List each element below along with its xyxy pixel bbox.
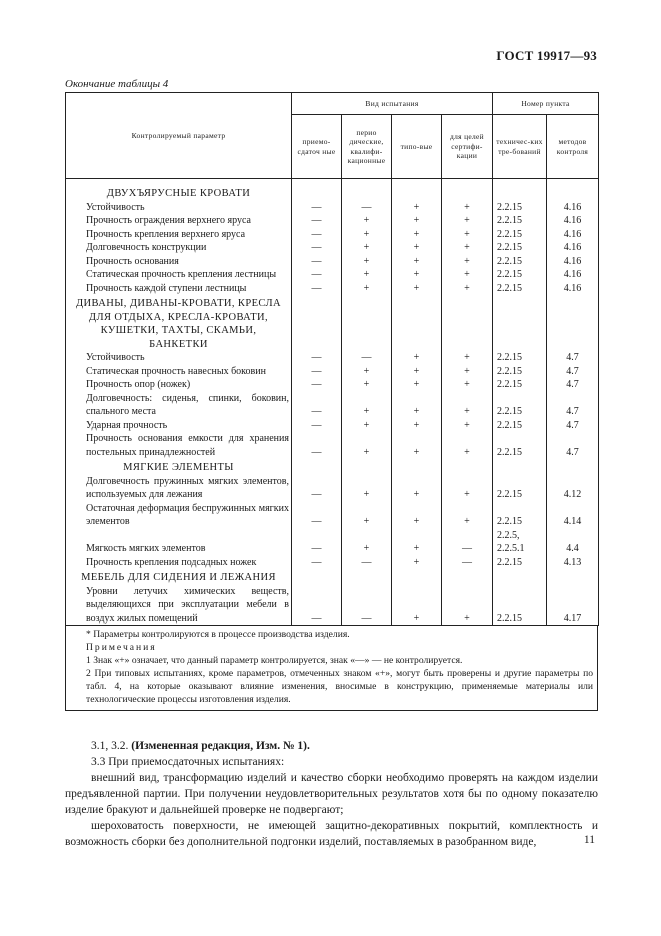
amendment-note: (Измененная редакция, Изм. № 1). — [131, 740, 310, 752]
notes-heading: Примечания — [86, 642, 157, 653]
value-cell: + — [342, 378, 392, 392]
value-cell: 4.16 — [547, 228, 599, 242]
value-cell: — — [292, 241, 342, 255]
value-cell: 2.2.15 — [493, 351, 547, 365]
parameter-cell: Прочность основания — [66, 255, 292, 269]
value-cell: + — [442, 419, 493, 433]
value-cell: — — [292, 378, 342, 392]
table-row — [66, 268, 599, 282]
empty-cell — [493, 185, 547, 201]
table-body — [66, 179, 599, 626]
body-text — [65, 738, 598, 850]
value-cell: + — [392, 419, 442, 433]
table-row — [66, 585, 599, 626]
parameter-cell: Прочность крепления верхнего яруса — [66, 228, 292, 242]
value-cell: — — [292, 585, 342, 626]
value-cell: + — [442, 432, 493, 459]
empty-cell — [392, 185, 442, 201]
table-row — [66, 255, 599, 269]
column-header-acceptance: приемо-сдаточ ные — [292, 115, 342, 179]
value-cell: — — [292, 255, 342, 269]
test-table — [65, 92, 598, 711]
empty-cell — [392, 295, 442, 351]
column-header-requirements: техничес-ких тре-бований — [493, 115, 547, 179]
value-cell: + — [342, 255, 392, 269]
value-cell: + — [342, 529, 392, 556]
parameter-cell: Устойчивость — [66, 351, 292, 365]
table-row — [66, 201, 599, 215]
table-row — [66, 432, 599, 459]
value-cell: + — [442, 585, 493, 626]
parameter-cell: Долговечность конструкции — [66, 241, 292, 255]
table-row — [66, 502, 599, 529]
parameter-cell: Прочность каждой ступени лестницы — [66, 282, 292, 296]
value-cell: — — [342, 585, 392, 626]
value-cell: 4.7 — [547, 351, 599, 365]
value-cell: 4.7 — [547, 365, 599, 379]
value-cell: 2.2.5, 2.2.5.1 — [493, 529, 547, 556]
value-cell: + — [442, 228, 493, 242]
column-header-methods: методов контроля — [547, 115, 599, 179]
column-header-periodic: перио дические, квалифи-кационные — [342, 115, 392, 179]
value-cell: 2.2.15 — [493, 432, 547, 459]
value-cell: + — [392, 378, 442, 392]
value-cell: 4.7 — [547, 419, 599, 433]
column-group-clause-number: Номер пункта — [493, 93, 599, 115]
value-cell: 4.7 — [547, 432, 599, 459]
value-cell: 2.2.15 — [493, 241, 547, 255]
value-cell: 2.2.15 — [493, 268, 547, 282]
empty-cell — [547, 459, 599, 475]
section-title: МЕБЕЛЬ ДЛЯ СИДЕНИЯ И ЛЕЖАНИЯ — [66, 569, 292, 585]
value-cell: — — [292, 365, 342, 379]
value-cell: — — [342, 201, 392, 215]
value-cell: — — [292, 502, 342, 529]
value-cell: 2.2.15 — [493, 378, 547, 392]
table-row — [66, 419, 599, 433]
value-cell: + — [392, 432, 442, 459]
value-cell: — — [292, 268, 342, 282]
table-row — [66, 392, 599, 419]
value-cell: + — [342, 502, 392, 529]
empty-cell — [292, 569, 342, 585]
empty-cell — [292, 295, 342, 351]
value-cell: + — [392, 282, 442, 296]
section-title: ДИВАНЫ, ДИВАНЫ-КРОВАТИ, КРЕСЛА ДЛЯ ОТДЫХА, КРЕСЛА-КРОВАТИ, КУШЕТКИ, ТАХТЫ, СКАМЬИ, БАНКЕТКИ — [66, 295, 292, 351]
parameter-cell: Уровни летучих химических веществ, выделяющихся при эксплуатации мебели в воздух жилых помещений — [66, 585, 292, 626]
value-cell: 2.2.15 — [493, 392, 547, 419]
value-cell: + — [342, 228, 392, 242]
empty-cell — [547, 295, 599, 351]
empty-cell — [392, 459, 442, 475]
value-cell: + — [342, 475, 392, 502]
value-cell: 2.2.15 — [493, 419, 547, 433]
value-cell: + — [392, 255, 442, 269]
value-cell: + — [392, 351, 442, 365]
value-cell: 2.2.15 — [493, 585, 547, 626]
empty-cell — [342, 569, 392, 585]
value-cell: + — [392, 201, 442, 215]
parameter-cell: Прочность крепления подсадных ножек — [66, 556, 292, 570]
value-cell: — — [292, 214, 342, 228]
column-header-type: типо-вые — [392, 115, 442, 179]
table-caption: Окончание таблицы 4 — [65, 78, 169, 90]
value-cell: + — [442, 201, 493, 215]
parameter-cell: Долговечность: сиденья, спинки, боковин, спального места — [66, 392, 292, 419]
empty-cell — [342, 295, 392, 351]
value-cell: + — [342, 268, 392, 282]
table-row — [66, 282, 599, 296]
value-cell: 4.16 — [547, 241, 599, 255]
value-cell: + — [442, 392, 493, 419]
value-cell: 2.2.15 — [493, 228, 547, 242]
table-row — [66, 351, 599, 365]
table-notes — [65, 626, 598, 711]
value-cell: — — [292, 432, 342, 459]
section-title: МЯГКИЕ ЭЛЕМЕНТЫ — [66, 459, 292, 475]
value-cell: + — [392, 241, 442, 255]
parameter-cell: Устойчивость — [66, 201, 292, 215]
value-cell: — — [342, 556, 392, 570]
page-number: 11 — [583, 834, 595, 846]
value-cell: + — [392, 228, 442, 242]
value-cell: + — [442, 214, 493, 228]
value-cell: 2.2.15 — [493, 201, 547, 215]
section-title: ДВУХЪЯРУСНЫЕ КРОВАТИ — [66, 185, 292, 201]
paragraph-roughness: шероховатость поверхности, не имеющей защитно-декоративных покрытий, комплектность и возможность сборки без дополнительной подгонки изделий, поставляемых в разобранном виде, — [65, 820, 598, 848]
value-cell: + — [442, 365, 493, 379]
parameter-cell: Прочность ограждения верхнего яруса — [66, 214, 292, 228]
value-cell: + — [442, 378, 493, 392]
empty-cell — [493, 569, 547, 585]
value-cell: + — [342, 432, 392, 459]
empty-cell — [342, 459, 392, 475]
value-cell: + — [442, 351, 493, 365]
parameter-cell: Статическая прочность крепления лестницы — [66, 268, 292, 282]
paragraph-3-3: 3.3 При приемосдаточных испытаниях: — [91, 756, 285, 768]
empty-cell — [442, 569, 493, 585]
column-group-test-type: Вид испытания — [292, 93, 493, 115]
value-cell: 2.2.15 — [493, 502, 547, 529]
empty-cell — [292, 185, 342, 201]
test-table-grid — [65, 92, 599, 626]
empty-cell — [342, 185, 392, 201]
value-cell: + — [442, 502, 493, 529]
value-cell: + — [392, 214, 442, 228]
value-cell: + — [342, 392, 392, 419]
empty-cell — [442, 185, 493, 201]
empty-cell — [493, 295, 547, 351]
value-cell: 2.2.15 — [493, 255, 547, 269]
value-cell: — — [292, 392, 342, 419]
value-cell: + — [442, 282, 493, 296]
value-cell: 4.16 — [547, 282, 599, 296]
note-2: 2 При типовых испытаниях, кроме параметров, отмеченных знаком «+», могут быть проверены и другие параметры по табл. 4, на которые оказывают влияние изменения, вносимые в конструкцию, применяемые материалы или технологические процессы изготовления изделия. — [86, 668, 593, 705]
value-cell: 4.13 — [547, 556, 599, 570]
value-cell: — — [292, 228, 342, 242]
parameter-cell: Ударная прочность — [66, 419, 292, 433]
value-cell: 2.2.15 — [493, 282, 547, 296]
table-row — [66, 475, 599, 502]
value-cell: 2.2.15 — [493, 556, 547, 570]
table-row — [66, 241, 599, 255]
value-cell: + — [392, 585, 442, 626]
parameter-cell: Статическая прочность навесных боковин — [66, 365, 292, 379]
parameter-cell: Прочность основания емкости для хранения постельных принадлежностей — [66, 432, 292, 459]
value-cell: + — [342, 241, 392, 255]
value-cell: 2.2.15 — [493, 365, 547, 379]
value-cell: 4.16 — [547, 268, 599, 282]
value-cell: 4.17 — [547, 585, 599, 626]
empty-cell — [442, 295, 493, 351]
value-cell: + — [442, 475, 493, 502]
value-cell: 4.12 — [547, 475, 599, 502]
table-row — [66, 214, 599, 228]
value-cell: — — [442, 529, 493, 556]
empty-cell — [442, 459, 493, 475]
value-cell: 4.7 — [547, 378, 599, 392]
standard-header: ГОСТ 19917—93 — [496, 48, 597, 63]
value-cell: + — [392, 392, 442, 419]
note-1: 1 Знак «+» означает, что данный параметр контролируется, знак «—» — не контролируется. — [86, 655, 463, 666]
table-row — [66, 365, 599, 379]
table-row — [66, 556, 599, 570]
clause-ref: 3.1, 3.2. — [91, 740, 129, 752]
paragraph-visual: внешний вид, трансформацию изделий и качество сборки необходимо проверять на каждом изделии предъявленной партии. При получении неудовлетворительных результатов хотя бы по одному показателю изделие бракуют и дальнейшей проверке не подвергают; — [65, 772, 598, 816]
value-cell: 4.16 — [547, 201, 599, 215]
table-row — [66, 378, 599, 392]
value-cell: — — [292, 556, 342, 570]
note-star: * Параметры контролируются в процессе производства изделия. — [86, 629, 350, 640]
empty-cell — [292, 459, 342, 475]
value-cell: 4.16 — [547, 214, 599, 228]
value-cell: — — [292, 351, 342, 365]
value-cell: 2.2.15 — [493, 475, 547, 502]
table-row — [66, 529, 599, 556]
value-cell: + — [342, 365, 392, 379]
value-cell: + — [392, 365, 442, 379]
value-cell: 4.14 — [547, 502, 599, 529]
value-cell: — — [292, 201, 342, 215]
parameter-cell: Прочность опор (ножек) — [66, 378, 292, 392]
parameter-cell: Мягкость мягких элементов — [66, 529, 292, 556]
value-cell: + — [342, 282, 392, 296]
value-cell: + — [392, 475, 442, 502]
table-row — [66, 228, 599, 242]
value-cell: + — [392, 268, 442, 282]
paragraph-amendment — [65, 738, 598, 754]
value-cell: 4.16 — [547, 255, 599, 269]
value-cell: 4.4 — [547, 529, 599, 556]
empty-cell — [547, 569, 599, 585]
value-cell: + — [342, 419, 392, 433]
parameter-cell: Остаточная деформация беспружинных мягких элементов — [66, 502, 292, 529]
empty-cell — [547, 185, 599, 201]
value-cell: + — [442, 241, 493, 255]
value-cell: + — [442, 255, 493, 269]
parameter-cell: Долговечность пружинных мягких элементов, используемых для лежания — [66, 475, 292, 502]
value-cell: + — [342, 214, 392, 228]
value-cell: — — [292, 282, 342, 296]
value-cell: + — [392, 502, 442, 529]
value-cell: + — [392, 529, 442, 556]
value-cell: — — [442, 556, 493, 570]
empty-cell — [392, 569, 442, 585]
value-cell: + — [392, 556, 442, 570]
value-cell: — — [292, 529, 342, 556]
column-header-certification: для целей сертифи-кации — [442, 115, 493, 179]
value-cell: — — [292, 475, 342, 502]
value-cell: 2.2.15 — [493, 214, 547, 228]
column-header-parameter: Контролируемый параметр — [66, 93, 292, 179]
value-cell: — — [292, 419, 342, 433]
empty-cell — [493, 459, 547, 475]
value-cell: — — [342, 351, 392, 365]
value-cell: + — [442, 268, 493, 282]
value-cell: 4.7 — [547, 392, 599, 419]
